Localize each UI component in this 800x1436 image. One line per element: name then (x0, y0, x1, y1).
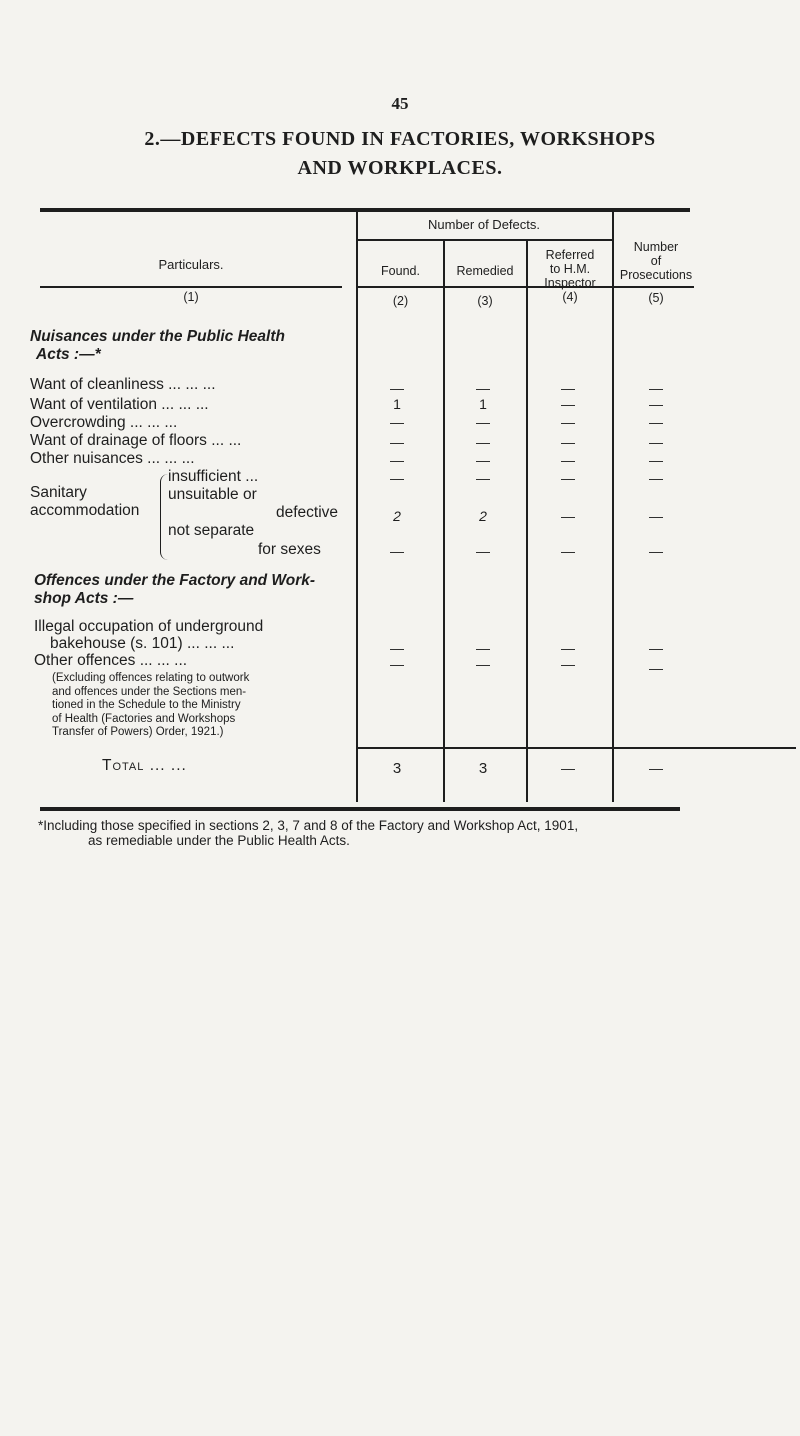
remedied-value: — (476, 380, 490, 396)
row-label: Overcrowding ... ... ... (30, 414, 178, 431)
row-label: Want of drainage of floors ... ... (30, 432, 242, 449)
header-remedied: Remedied (456, 264, 514, 278)
note-line-5: Transfer of Powers) Order, 1921.) (52, 726, 224, 738)
excluding-note (52, 672, 249, 740)
bottom-rule (40, 807, 680, 811)
referred-value: — (561, 543, 575, 559)
note-line-3: tioned in the Schedule to the Ministry (52, 699, 241, 711)
header-referred-line-1: Referred (545, 248, 595, 262)
header-remedied-number: (3) (477, 294, 493, 308)
found-value: — (390, 543, 404, 559)
referred-value: — (561, 452, 575, 468)
header-referred (528, 248, 612, 304)
section-nuisances-title-line-2: Acts :—* (36, 346, 101, 363)
found-value: 2 (393, 508, 401, 524)
prosecutions-value: — (649, 640, 663, 656)
found-value: — (390, 656, 404, 672)
prosecutions-value: — (649, 660, 663, 676)
footnote-line-1: *Including those specified in sections 2, 3, 7 and 8 of the Factory and Workshop Act, 1901, (38, 818, 579, 833)
referred-value: — (561, 656, 575, 672)
total-referred-value: — (561, 760, 575, 776)
referred-value: — (561, 380, 575, 396)
page-title-line-1: 2.—DEFECTS FOUND IN FACTORIES, WORKSHOPS (144, 128, 656, 150)
total-top-rule (356, 747, 796, 749)
remedied-value: — (476, 414, 490, 430)
header-particulars: Particulars. (158, 257, 224, 272)
row-label-line-2: for sexes (258, 541, 321, 558)
top-rule (40, 208, 690, 212)
header-referred-number: (4) (562, 290, 578, 304)
referred-value: — (561, 640, 575, 656)
remedied-value: 1 (479, 396, 487, 412)
section-offences-title (34, 572, 315, 608)
prosecutions-value: — (649, 543, 663, 559)
row-label-line-2: defective (276, 504, 339, 521)
page-number: 45 (391, 94, 409, 113)
total-found-value: 3 (392, 760, 402, 777)
row-label-line-2: bakehouse (s. 101) ... ... ... (50, 635, 235, 652)
referred-value: — (561, 434, 575, 450)
prosecutions-value: — (649, 508, 663, 524)
header-found-number: (2) (392, 294, 409, 308)
section-nuisances-title-line-1: Nuisances under the Public Health (30, 328, 285, 345)
row-label-line-1: unsuitable or (168, 486, 257, 503)
section-offences-title-line-1: Offences under the Factory and Work- (34, 572, 316, 589)
total-label: Total ... ... (102, 757, 187, 774)
remedied-value: — (476, 543, 490, 559)
referred-value: — (561, 396, 575, 412)
found-value: — (390, 380, 404, 396)
found-value: — (390, 434, 404, 450)
found-value: — (390, 640, 404, 656)
row-label: Want of ventilation ... ... ... (30, 396, 209, 413)
remedied-value: — (476, 434, 490, 450)
header-referred-line-3: Inspector (544, 276, 596, 290)
header-found: Found. (381, 264, 420, 278)
referred-value: — (561, 414, 575, 430)
found-value: — (390, 470, 404, 486)
page-title-line-2: AND WORKPLACES. (297, 157, 503, 179)
found-value: 1 (393, 396, 401, 412)
note-line-2: and offences under the Sections men- (52, 685, 247, 698)
header-prosecutions-line-3: Prosecutions (619, 268, 693, 282)
sanitary-label-line-2: accommodation (30, 502, 140, 519)
prosecutions-value: — (649, 396, 663, 412)
remedied-value: — (476, 640, 490, 656)
header-referred-line-2: to H.M. (549, 262, 591, 276)
row-label: insufficient ... (168, 468, 259, 485)
header-prosecutions (612, 240, 700, 305)
remedied-value: — (476, 656, 490, 672)
remedied-value: 2 (479, 508, 487, 524)
found-value: — (390, 452, 404, 468)
found-value: — (390, 414, 404, 430)
group-header-rule (356, 239, 612, 241)
referred-value: — (561, 508, 575, 524)
section-nuisances-title (30, 328, 285, 364)
remedied-value: — (476, 470, 490, 486)
prosecutions-value: — (649, 434, 663, 450)
section-offences-title-line-2: shop Acts :— (34, 590, 134, 607)
prosecutions-value: — (649, 470, 663, 486)
footnote-line-2: as remediable under the Public Health Acts. (88, 833, 350, 848)
note-line-1: (Excluding offences relating to outwork (52, 672, 250, 684)
row-label-line-1: not separate (168, 522, 255, 539)
row-label: Other offences ... ... ... (34, 652, 188, 669)
prosecutions-value: — (649, 380, 663, 396)
header-prosecutions-line-1: Number (633, 240, 679, 254)
row-label: Other nuisances ... ... ... (30, 450, 195, 467)
header-number-of-defects: Number of Defects. (428, 217, 540, 232)
note-line-4: of Health (Factories and Workshops (52, 712, 236, 725)
referred-value: — (561, 470, 575, 486)
row-label-line-1: Illegal occupation of underground (34, 618, 264, 635)
sanitary-label-line-1: Sanitary (30, 484, 87, 501)
total-remedied-value: 3 (478, 760, 488, 777)
prosecutions-value: — (649, 452, 663, 468)
prosecutions-value: — (649, 414, 663, 430)
particulars-header-rule (40, 286, 342, 288)
header-prosecutions-line-2: of (650, 254, 662, 268)
header-prosecutions-number: (5) (648, 291, 664, 305)
row-label: Want of cleanliness ... ... ... (30, 376, 216, 393)
total-prosecutions-value: — (649, 760, 663, 776)
remedied-value: — (476, 452, 490, 468)
header-particulars-number: (1) (183, 290, 199, 304)
